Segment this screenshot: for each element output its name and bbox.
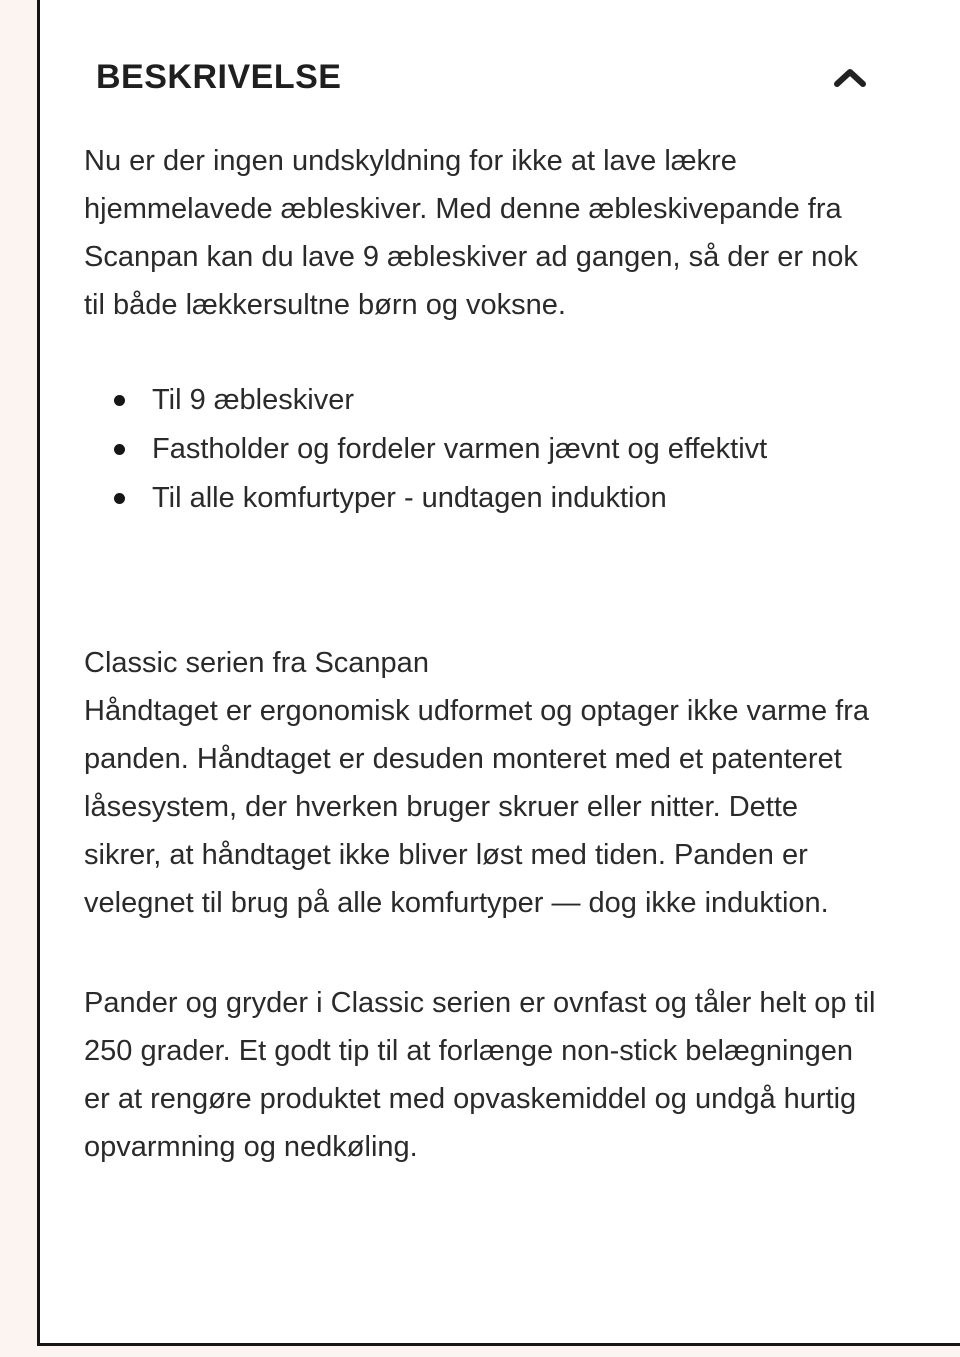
classic-series-paragraph [84, 639, 878, 927]
feature-bullet-item [114, 425, 878, 474]
description-accordion-header[interactable] [84, 58, 878, 97]
description-intro-paragraph: Nu er der ingen undskyldning for ikke at lave lækre hjemmelavede æbleskiver. Med denne æbleskivepande fra Scanpan kan du lave 9 æbleskiver ad gangen, så der er nok til både lækkersultne børn og voksne. [84, 145, 858, 321]
feature-bullet-list [84, 376, 878, 523]
classic-series-body: Håndtaget er ergonomisk udformet og optager ikke varme fra panden. Håndtaget er desuden monteret med et patenteret låsesystem, der hverken bruger skruer eller nitter. Dette sikrer, at håndtaget ikke bliver løst med tiden. Panden er velegnet til brug på alle komfurtyper — dog ikke induktion. [84, 695, 870, 919]
feature-bullet-item [114, 474, 878, 523]
feature-bullet-text: Til alle komfurtyper - undtagen induktion [152, 482, 667, 514]
feature-bullet-text: Til 9 æbleskiver [152, 384, 354, 416]
bullet-dot-icon [114, 395, 125, 406]
bullet-dot-icon [114, 444, 125, 455]
section-title: BESKRIVELSE [96, 58, 342, 96]
feature-bullet-text: Fastholder og fordeler varmen jævnt og effektivt [152, 433, 768, 465]
care-instructions-paragraph: Pander og gryder i Classic serien er ovnfast og tåler helt op til 250 grader. Et godt tip til at forlænge non-stick belægningen er at rengøre produktet med opvaskemiddel og undgå hurtig opvarmning og nedkøling. [84, 987, 876, 1163]
description-section-card [37, 0, 960, 1346]
chevron-up-icon[interactable] [828, 63, 872, 93]
classic-series-heading: Classic serien fra Scanpan [84, 647, 429, 679]
bullet-dot-icon [114, 493, 125, 504]
feature-bullet-item [114, 376, 878, 425]
